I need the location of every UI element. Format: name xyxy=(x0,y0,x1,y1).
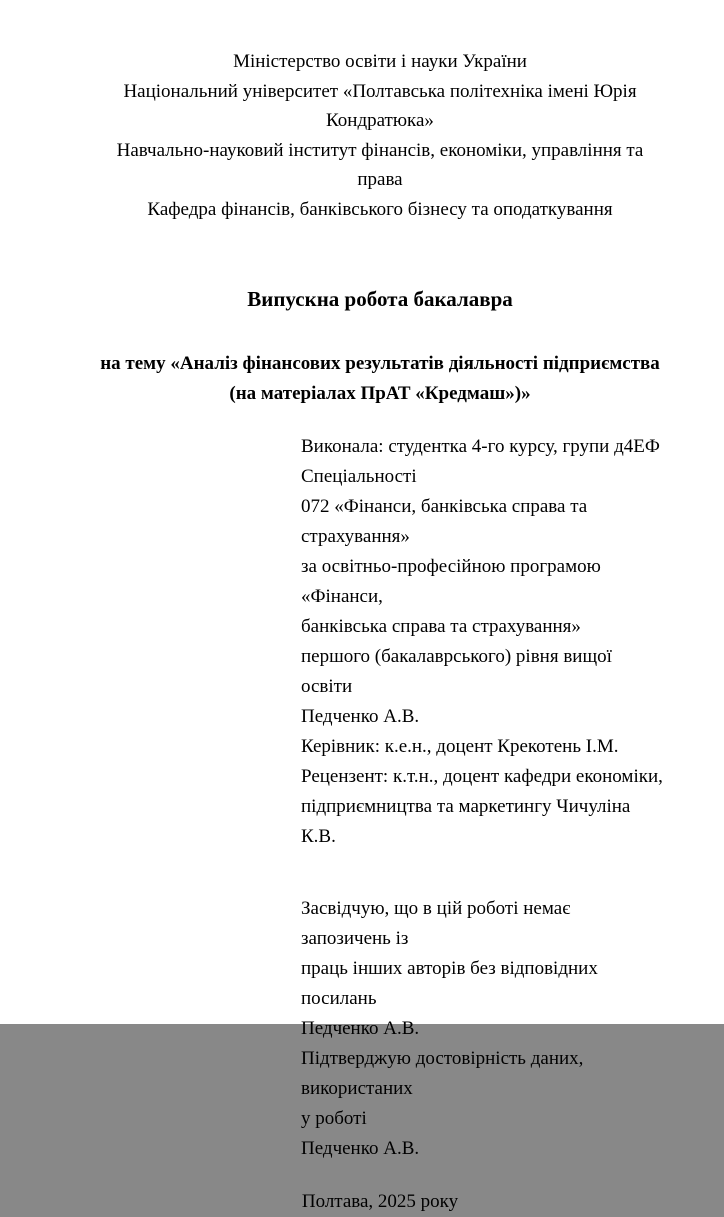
originality-declaration xyxy=(301,894,664,1164)
details-line-program: за освітньо-професійною програмою «Фінанси, xyxy=(301,556,601,607)
institution-header xyxy=(96,0,664,224)
institute-line: Навчально-науковий інститут фінансів, економіки, управління та права xyxy=(116,139,644,190)
page-content xyxy=(96,0,664,1217)
details-line-reviewer-cont: підприємництва та маркетингу Чичуліна К.В. xyxy=(301,796,631,847)
declaration-signature-name: Педченко А.В. xyxy=(301,1138,420,1159)
declaration-signature-name: Педченко А.В. xyxy=(301,1018,420,1039)
details-line-supervisor: Керівник: к.е.н., доцент Крекотень І.М. xyxy=(301,736,619,757)
details-line-specialty-code: 072 «Фінанси, банківська справа та страхування» xyxy=(301,496,588,547)
theme-line: на тему «Аналіз фінансових результатів діяльності підприємства xyxy=(100,353,660,374)
declaration-line: Засвідчую, що в цій роботі немає запозичень із xyxy=(301,898,571,949)
details-line-program-cont: банківська справа та страхування» xyxy=(301,616,581,637)
ministry-line: Міністерство освіти і науки України xyxy=(233,51,527,72)
declaration-line: Підтверджую достовірність даних, використаних xyxy=(301,1048,584,1099)
details-line-specialty-label: Спеціальності xyxy=(301,466,417,487)
department-line: Кафедра фінансів, банківського бізнесу та оподаткування xyxy=(147,198,613,220)
details-line-author: Виконала: студентка 4-го курсу, групи д4ЕФ xyxy=(301,436,660,457)
declaration-line: праць інших авторів без відповідних посилань xyxy=(301,958,598,1009)
thesis-title: Випускна робота бакалавра xyxy=(247,287,513,311)
details-line-author-name: Педченко А.В. xyxy=(301,706,420,727)
declaration-line: у роботі xyxy=(301,1108,367,1129)
theme-line: (на матеріалах ПрАТ «Кредмаш»)» xyxy=(229,383,531,404)
details-line-reviewer: Рецензент: к.т.н., доцент кафедри економіки, xyxy=(301,766,663,787)
university-line: Національний університет «Полтавська політехніка імені Юрія Кондратюка» xyxy=(123,80,637,131)
city-year-footer: Полтава, 2025 року xyxy=(301,1191,459,1212)
details-line-degree-level: першого (бакалаврського) рівня вищої освіти xyxy=(301,646,612,697)
author-details xyxy=(301,432,664,852)
thesis-theme xyxy=(96,349,664,409)
